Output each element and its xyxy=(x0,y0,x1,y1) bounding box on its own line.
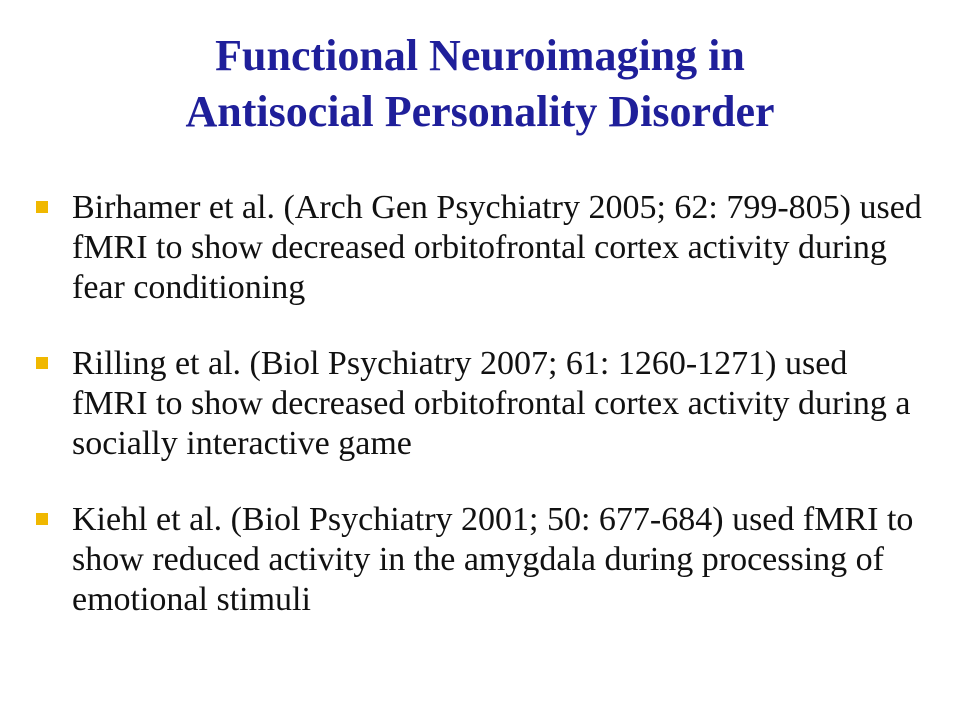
slide-title-line-1: Functional Neuroimaging in xyxy=(215,31,745,80)
bullet-item xyxy=(36,344,926,464)
bullet-text: Birhamer et al. (Arch Gen Psychiatry 2005; 62: 799-805) used fMRI to show decreased orbitofrontal cortex activity during fear conditioning xyxy=(72,189,922,306)
bullet-item xyxy=(36,188,926,308)
bullet-text: Rilling et al. (Biol Psychiatry 2007; 61: 1260-1271) used fMRI to show decreased orbitofrontal cortex activity during a socially interactive game xyxy=(72,345,911,462)
bullet-list xyxy=(36,188,926,656)
bullet-text: Kiehl et al. (Biol Psychiatry 2001; 50: 677-684) used fMRI to show reduced activity in the amygdala during processing of emotional stimuli xyxy=(72,501,914,618)
square-bullet-icon xyxy=(36,513,48,525)
bullet-item xyxy=(36,500,926,620)
square-bullet-icon xyxy=(36,357,48,369)
slide-title xyxy=(0,28,960,140)
slide-title-line-2: Antisocial Personality Disorder xyxy=(185,87,775,136)
square-bullet-icon xyxy=(36,201,48,213)
